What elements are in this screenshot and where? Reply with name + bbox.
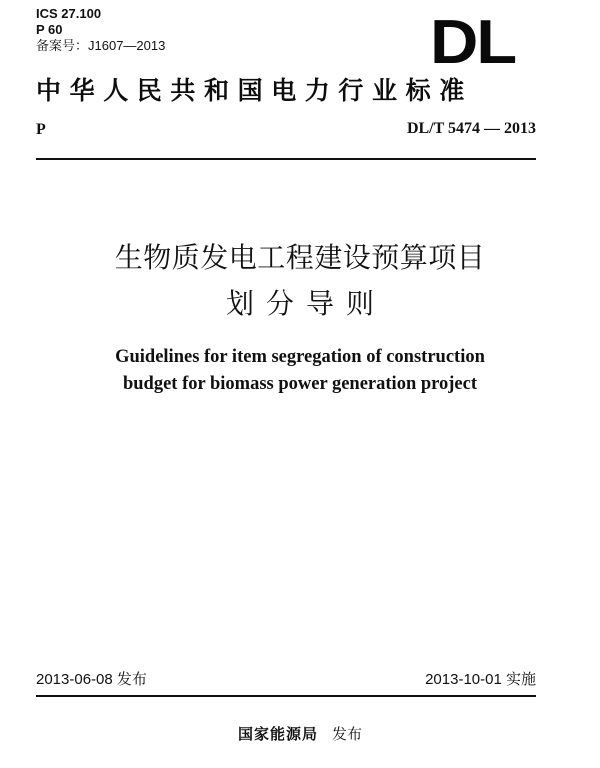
standard-code-text: DL/T 5474 — 2013 (406, 120, 536, 137)
standard-title: 中华人民共和国电力行业标准 (36, 76, 473, 105)
chinese-title-line-2: 划分导则 (225, 287, 386, 320)
footer-divider (36, 695, 536, 697)
implementation-date: 2013-10-01 实施 (425, 671, 536, 688)
ics-code (36, 6, 101, 22)
category-letter: P (36, 121, 46, 138)
ics-text: ICS 27.100 (36, 6, 102, 21)
issuer-organization: 国家能源局 (237, 725, 318, 743)
issuer-line (0, 724, 600, 745)
classification-text: P 60 (36, 22, 63, 37)
issuer-action: 发布 (332, 725, 363, 743)
record-number (36, 38, 165, 54)
chinese-title-line-1: 生物质发电工程建设预算项目 (114, 241, 486, 274)
english-title-line-1: Guidelines for item segregation of construction (115, 347, 485, 367)
issue-date: 2013-06-08 发布 (36, 671, 147, 688)
record-number-text: 备案号：J1607—2013 (36, 38, 166, 53)
header-divider (36, 158, 536, 160)
dl-logo: DL (430, 8, 515, 77)
standard-code (407, 118, 536, 140)
classification-code (36, 22, 63, 38)
english-title-line-2: budget for biomass power generation project (122, 374, 478, 394)
